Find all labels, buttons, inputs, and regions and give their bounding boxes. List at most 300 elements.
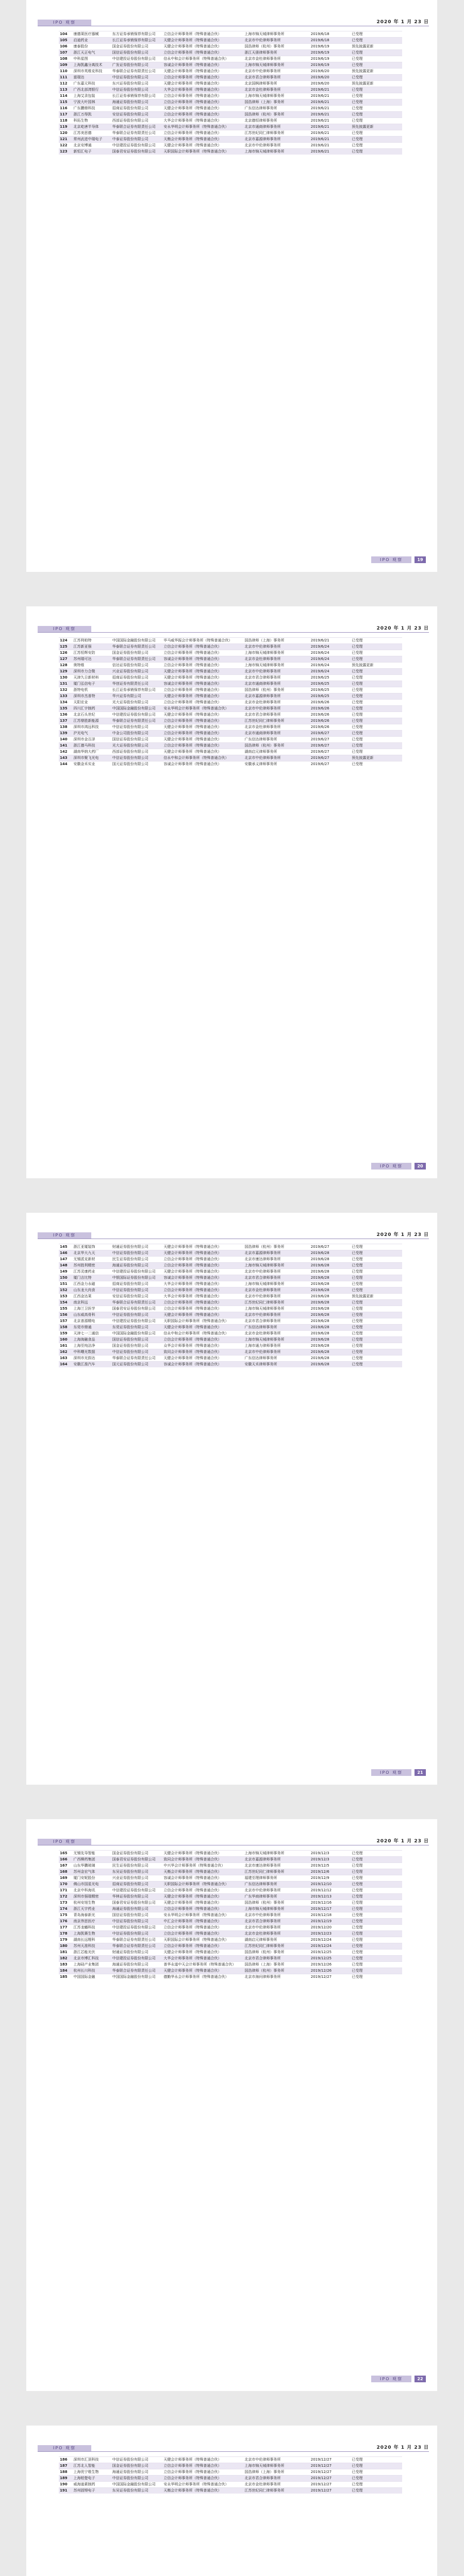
table-cell: 中科曙光数据 [73, 1349, 111, 1355]
header-tag: IPO 观察 [38, 1232, 91, 1239]
header-date: 2020 年 1 月 23 日 [376, 2445, 429, 2450]
table-cell: 广东信达律师事务所 [243, 106, 309, 112]
table-row [59, 1943, 402, 1950]
table-row [59, 1968, 402, 1974]
page-number: 22 [415, 2376, 426, 2382]
table-cell: 2019/6/28 [310, 1294, 351, 1300]
table-cell: 上海兰卫医学 [73, 1306, 111, 1312]
table-cell: 容诚会计师事务所（特殊普通合伙） [162, 656, 243, 663]
table-row [59, 1312, 402, 1318]
table-cell: 134 [59, 700, 73, 706]
table-cell: 已受理 [351, 137, 402, 143]
table-cell: 中信建投证券股份有限公司 [111, 56, 163, 62]
table-cell: 广发证券股份有限公司 [111, 62, 163, 69]
table-row [59, 1337, 402, 1343]
table-cell: 北京石头世纪 [73, 712, 111, 718]
table-cell: 中信证券股份有限公司 [111, 1931, 163, 1937]
table-cell: 中泰证券股份有限公司 [111, 137, 163, 143]
table-cell: 立信会计师事务所（特殊普通合伙） [162, 687, 243, 693]
table-cell: 上海市锦天城律师事务所 [243, 2463, 309, 2469]
table-cell: 北京国枫律师事务所 [243, 81, 309, 87]
table-cell: 苏州固锝电子 [73, 2488, 111, 2494]
table-cell: 191 [59, 2488, 73, 2494]
table-cell: 天津久日新材料 [73, 675, 111, 681]
table-cell: 已受理 [351, 1275, 402, 1281]
table-cell: 中汇会计师事务所（特殊普通合伙） [162, 1919, 243, 1925]
table-cell: 已受理 [351, 1906, 402, 1912]
table-cell: 天健会计师事务所（特殊普通合伙） [162, 106, 243, 112]
table-cell: 上海优宁维生物 [73, 2469, 111, 2476]
table-cell: 安徽江淮汽车 [73, 1362, 111, 1368]
table-cell: 已受理 [351, 1325, 402, 1331]
table-row [59, 1331, 402, 1337]
table-cell: 立信会计师事务所（特殊普通合伙） [162, 644, 243, 650]
table-cell: 天健会计师事务所（特殊普通合伙） [162, 1968, 243, 1974]
table-cell: 已受理 [351, 99, 402, 106]
table-cell: 125 [59, 644, 73, 650]
table-cell: 华泰联合证券有限责任公司 [111, 644, 163, 650]
table-cell: 中信证券股份有限公司 [111, 1250, 163, 1257]
table-cell: 杭州安旭生物 [73, 1900, 111, 1906]
table-cell: 中国国际金融股份有限公司 [111, 1331, 163, 1337]
table-cell: 中兴华会计师事务所（特殊普通合伙） [162, 1863, 243, 1869]
table-cell: 西部证券股份有限公司 [111, 749, 163, 755]
table-cell: 已受理 [351, 1349, 402, 1355]
table-cell: 2019/6/28 [310, 1343, 351, 1349]
table-cell: 2019/12/12 [310, 1888, 351, 1894]
table-cell: 已受理 [351, 1894, 402, 1900]
table-cell: 深圳市强瑞精密 [73, 1894, 111, 1900]
table-row [59, 2457, 402, 2463]
table-cell: 141 [59, 743, 73, 749]
table-cell: 162 [59, 1349, 73, 1355]
table-cell: 国金证券股份有限公司 [111, 44, 163, 50]
table-row [59, 1906, 402, 1912]
table-cell: 天衡会计师事务所（特殊普通合伙） [162, 1869, 243, 1875]
table-cell: 2019/6/21 [310, 93, 351, 99]
table-cell: 2019/12/9 [310, 1875, 351, 1882]
table-cell: 江苏灵康药业 [73, 1269, 111, 1275]
table-cell: 中信证券股份有限公司 [111, 1349, 163, 1355]
header-tag: IPO 观察 [38, 2445, 91, 2451]
table-row [59, 700, 402, 706]
table-cell: 信永中和会计师事务所（特殊普通合伙） [162, 1331, 243, 1337]
table-cell: 沪光电气 [73, 731, 111, 737]
table-cell: 北京市金杜律师事务所 [243, 1287, 309, 1294]
table-cell: 北京市中伦律师事务所 [243, 706, 309, 712]
table-cell: 2019/12/25 [310, 1956, 351, 1962]
table-row [59, 137, 402, 143]
table-cell: 普华永道中天会计师事务所（特殊普通合伙） [162, 1962, 243, 1968]
table-cell: 167 [59, 1863, 73, 1869]
table-row [59, 112, 402, 118]
table-cell: 138 [59, 724, 73, 731]
table-cell: 天健会计师事务所（特殊普通合伙） [162, 143, 243, 149]
table-cell: 中科星图 [73, 56, 111, 62]
table-cell: 北京市博汇科技 [73, 1956, 111, 1962]
table-cell: 中信证券股份有限公司 [111, 2457, 163, 2463]
table-cell: 预先披露更新 [351, 755, 402, 761]
table-cell: 国元证券股份有限公司 [111, 1362, 163, 1368]
table-cell: 厦门吉比特 [73, 1275, 111, 1281]
table-cell: 杭州长川科技 [73, 1968, 111, 1974]
table-cell: 立信会计师事务所（特殊普通合伙） [162, 112, 243, 118]
table-cell: 立信会计师事务所（特殊普通合伙） [162, 1306, 243, 1312]
table-row [59, 106, 402, 112]
table-cell: 北京市中伦律师事务所 [243, 143, 309, 149]
table-row [59, 2488, 402, 2494]
table-cell: 2019/6/21 [310, 124, 351, 130]
table-cell: 广西北部湾银行 [73, 87, 111, 93]
table-cell: 华泰联合证券有限责任公司 [111, 1937, 163, 1943]
table-cell: 东方证券承销保荐有限公司 [111, 31, 163, 38]
table-cell: 信永中和会计师事务所（特殊普通合伙） [162, 755, 243, 761]
table-cell: 北京市中伦律师事务所 [243, 1912, 309, 1919]
table-cell: 康泰股份 [73, 44, 111, 50]
table-cell: 2019/6/21 [310, 137, 351, 143]
table-cell: 120 [59, 130, 73, 137]
table-cell: 湖南华纳大药厂 [73, 749, 111, 755]
header-divider [38, 2451, 429, 2452]
table-cell: 启迪药业 [73, 38, 111, 44]
table-cell: 国浩律师（杭州）事务所 [243, 44, 309, 50]
table-cell: 广东鹏鼎科技 [73, 106, 111, 112]
table-cell: 广东信达律师事务所 [243, 1355, 309, 1362]
table-cell: 已受理 [351, 143, 402, 149]
table-cell: 江西金达莱 [73, 1294, 111, 1300]
table-cell: 2019/6/20 [310, 75, 351, 81]
table-cell: 安徽金禾实业 [73, 761, 111, 768]
table-cell: 130 [59, 675, 73, 681]
table-cell: 上海市锦天城律师事务所 [243, 93, 309, 99]
table-cell: 天健会计师事务所（特殊普通合伙） [162, 1244, 243, 1250]
table-cell: 威海迪素制药 [73, 2482, 111, 2488]
table-cell: 北京市中伦律师事务所 [243, 1269, 309, 1275]
table-cell: 2019/6/21 [310, 87, 351, 93]
table-cell: 浙江天正电气 [73, 50, 111, 56]
table-cell: 江苏世纪同仁律师事务所 [243, 1869, 309, 1875]
table-cell: 136 [59, 712, 73, 718]
table-row [59, 1974, 402, 1980]
table-row [59, 1355, 402, 1362]
table-cell: 宁波大叶园林 [73, 99, 111, 106]
table-cell: 天健会计师事务所（特殊普通合伙） [162, 669, 243, 675]
table-cell: 上海硅产业集团 [73, 1962, 111, 1968]
table-cell: 已受理 [351, 761, 402, 768]
table-cell: 已受理 [351, 56, 402, 62]
table-row [59, 656, 402, 663]
table-cell: 119 [59, 124, 73, 130]
table-cell: 177 [59, 1925, 73, 1931]
header-date: 2020 年 1 月 23 日 [376, 1839, 429, 1844]
table-cell: 中信证券股份有限公司 [111, 1312, 163, 1318]
table-cell: 天健会计师事务所（特殊普通合伙） [162, 38, 243, 44]
table-cell: 天阳宏业 [73, 700, 111, 706]
ipo-application-table [59, 637, 402, 767]
page-number: 20 [415, 1163, 426, 1170]
table-row [59, 149, 402, 155]
table-cell: 已受理 [351, 1318, 402, 1325]
document-page [26, 0, 437, 572]
table-cell: 164 [59, 1362, 73, 1368]
table-cell: 华泰联合证券有限责任公司 [111, 718, 163, 724]
table-cell: 118 [59, 118, 73, 124]
table-cell: 2019/12/3 [310, 1857, 351, 1863]
table-cell: 已受理 [351, 2463, 402, 2469]
table-cell: 已受理 [351, 1337, 402, 1343]
table-cell: 立信会计师事务所（特殊普通合伙） [162, 1943, 243, 1950]
table-cell: 北京市君合律师事务所 [243, 1919, 309, 1925]
table-cell: 新恒汇电子 [73, 149, 111, 155]
table-cell: 已受理 [351, 1257, 402, 1263]
table-cell: 富瑞达 [73, 75, 111, 81]
table-row [59, 693, 402, 700]
table-row [59, 1857, 402, 1863]
table-cell: 浙江德马科技 [73, 743, 111, 749]
table-row [59, 99, 402, 106]
table-cell: 深圳市金百泽 [73, 737, 111, 743]
table-cell: 招商证券股份有限公司 [111, 1281, 163, 1287]
table-cell: 2019/6/24 [310, 644, 351, 650]
table-cell: 北京市嘉源律师事务所 [243, 1857, 309, 1863]
table-cell: 厦门安妮股份 [73, 1875, 111, 1882]
table-cell: 151 [59, 1281, 73, 1287]
table-cell: 2019/6/27 [310, 1244, 351, 1250]
table-cell: 已受理 [351, 130, 402, 137]
table-cell: 179 [59, 1937, 73, 1943]
table-cell: 183 [59, 1962, 73, 1968]
table-cell: 上海海融食品 [73, 1337, 111, 1343]
table-cell: 107 [59, 50, 73, 56]
table-cell: 2019/6/26 [310, 724, 351, 731]
table-cell: 已受理 [351, 1931, 402, 1937]
table-cell: 上海至纯洁净 [73, 1343, 111, 1349]
table-cell: 江苏世纪同仁律师事务所 [243, 718, 309, 724]
table-cell: 152 [59, 1287, 73, 1294]
table-cell: 已受理 [351, 650, 402, 656]
table-cell: 容诚会计师事务所（特殊普通合伙） [162, 1362, 243, 1368]
table-cell: 已受理 [351, 1875, 402, 1882]
table-cell: 128 [59, 663, 73, 669]
table-cell: 126 [59, 650, 73, 656]
table-row [59, 1863, 402, 1869]
table-cell: 立信会计师事务所（特殊普通合伙） [162, 50, 243, 56]
table-cell: 安徽承义律师事务所 [243, 761, 309, 768]
table-cell: 133 [59, 693, 73, 700]
table-cell: 北京市君合律师事务所 [243, 1956, 309, 1962]
table-cell: 已受理 [351, 1250, 402, 1257]
table-row [59, 1263, 402, 1269]
table-cell: 已受理 [351, 1312, 402, 1318]
table-cell: 170 [59, 1882, 73, 1888]
table-cell: 2019/6/28 [310, 1257, 351, 1263]
table-cell: 立信会计师事务所（特殊普通合伙） [162, 130, 243, 137]
table-cell: 112 [59, 81, 73, 87]
table-cell: 江苏美思德 [73, 130, 111, 137]
table-cell: 东莞市鼎通 [73, 1325, 111, 1331]
table-cell: 立信会计师事务所（特殊普通合伙） [162, 1257, 243, 1263]
table-cell: 北京市金杜律师事务所 [243, 656, 309, 663]
table-cell: 湖南启元律师事务所 [243, 749, 309, 755]
page-header [26, 2426, 437, 2454]
table-cell: 苏州胜利精密 [73, 1263, 111, 1269]
table-cell: 天津七一二通信 [73, 1331, 111, 1337]
table-cell: 2019/6/19 [310, 56, 351, 62]
table-cell: 北京市君合律师事务所 [243, 675, 309, 681]
table-row [59, 755, 402, 761]
table-cell: 天健会计师事务所（特殊普通合伙） [162, 737, 243, 743]
table-cell: 2019/6/28 [310, 1281, 351, 1287]
table-cell: 致同会计师事务所（特殊普通合伙） [162, 1349, 243, 1355]
table-cell: 海通证券股份有限公司 [111, 1962, 163, 1968]
table-row [59, 1325, 402, 1331]
table-row [59, 124, 402, 130]
table-cell: 东莞证券股份有限公司 [111, 1325, 163, 1331]
table-cell: 129 [59, 669, 73, 675]
table-cell: 中国国际金融股份有限公司 [111, 706, 163, 712]
table-cell: 华泰联合证券有限责任公司 [111, 130, 163, 137]
table-cell: 北京市中伦律师事务所 [243, 69, 309, 75]
table-cell: 2019/6/26 [310, 718, 351, 724]
table-cell: 立信会计师事务所（特殊普通合伙） [162, 743, 243, 749]
page-header [26, 1819, 437, 1848]
table-row [59, 2482, 402, 2488]
table-cell: 2019/12/27 [310, 2463, 351, 2469]
table-cell: 135 [59, 706, 73, 712]
table-cell: 2019/6/20 [310, 81, 351, 87]
table-cell: 2019/6/25 [310, 681, 351, 687]
table-row [59, 56, 402, 62]
table-cell: 2019/12/17 [310, 1906, 351, 1912]
table-cell: 华泰联合证券有限责任公司 [111, 124, 163, 130]
table-cell: 无锡先导智能 [73, 1851, 111, 1857]
table-cell: 奥特维 [73, 663, 111, 669]
table-cell: 天衡会计师事务所（特殊普通合伙） [162, 137, 243, 143]
table-cell: 华泰联合证券有限责任公司 [111, 1355, 163, 1362]
table-cell: 立信会计师事务所（特殊普通合伙） [162, 650, 243, 656]
page-header [26, 606, 437, 635]
table-cell: 已受理 [351, 1331, 402, 1337]
table-cell: 广东信达律师事务所 [243, 1882, 309, 1888]
table-cell: 已受理 [351, 1962, 402, 1968]
page-footer [26, 556, 437, 567]
table-cell: 157 [59, 1318, 73, 1325]
table-cell: 已受理 [351, 87, 402, 93]
table-cell: 2019/6/28 [310, 1250, 351, 1257]
table-cell: 上海市锦天城律师事务所 [243, 650, 309, 656]
table-cell: 广东信达律师事务所 [243, 1325, 309, 1331]
table-cell: 已受理 [351, 2488, 402, 2494]
table-cell: 中银国际证券股份有限公司 [111, 1275, 163, 1281]
table-cell: 国金证券股份有限公司 [111, 1851, 163, 1857]
table-cell: 大华会计师事务所（特殊普通合伙） [162, 118, 243, 124]
table-cell: 2019/6/28 [310, 1269, 351, 1275]
table-cell: 容诚会计师事务所（特殊普通合伙） [162, 1875, 243, 1882]
table-cell: 深圳市英维克科技 [73, 69, 111, 75]
table-row [59, 2476, 402, 2482]
table-row [59, 718, 402, 724]
table-cell: 已受理 [351, 106, 402, 112]
table-cell: 天健会计师事务所（特殊普通合伙） [162, 749, 243, 755]
footer-tag: IPO 观察 [371, 1769, 411, 1776]
table-cell: 立信会计师事务所（特殊普通合伙） [162, 2469, 243, 2476]
table-cell: 广东华商律师事务所 [243, 1894, 309, 1900]
table-cell: 深圳市力合微 [73, 669, 111, 675]
table-cell: 天健会计师事务所（特殊普通合伙） [162, 1900, 243, 1906]
table-cell: 2019/6/28 [310, 1349, 351, 1355]
table-cell: 大华会计师事务所（特殊普通合伙） [162, 1294, 243, 1300]
table-cell: 中信建投证券股份有限公司 [111, 1888, 163, 1894]
table-cell: 中信建投证券股份有限公司 [111, 1925, 163, 1931]
table-cell: 立信会计师事务所（特殊普通合伙） [162, 93, 243, 99]
table-cell: 深圳市聚飞光电 [73, 755, 111, 761]
table-cell: 中信证券股份有限公司 [111, 755, 163, 761]
table-cell: 北京市康达律师事务所 [243, 1257, 309, 1263]
table-row [59, 31, 402, 38]
table-cell: 国浩律师（上海）事务所 [243, 1962, 309, 1968]
table-cell: 安信证券股份有限公司 [111, 112, 163, 118]
table-cell: 已受理 [351, 1888, 402, 1894]
table-cell: 2019/6/27 [310, 731, 351, 737]
table-cell: 2019/12/27 [310, 2476, 351, 2482]
table-cell: 北京中科海讯 [73, 1888, 111, 1894]
table-cell: 163 [59, 1355, 73, 1362]
table-row [59, 1919, 402, 1925]
table-cell: 已受理 [351, 706, 402, 712]
table-cell: 189 [59, 2476, 73, 2482]
table-cell: 122 [59, 143, 73, 149]
table-row [59, 1300, 402, 1306]
table-row [59, 1257, 402, 1263]
table-cell: 德勤华永会计师事务所（特殊普通合伙） [162, 1974, 243, 1980]
table-cell: 2019/6/21 [310, 130, 351, 137]
table-cell: 115 [59, 99, 73, 106]
table-cell: 安信证券股份有限公司 [111, 1294, 163, 1300]
table-cell: 2019/12/27 [310, 1974, 351, 1980]
table-cell: 华林证券股份有限公司 [111, 1894, 163, 1900]
table-cell: 康德莱医疗器械 [73, 31, 111, 38]
table-cell: 深圳市杰普特 [73, 693, 111, 700]
table-cell: 已受理 [351, 1263, 402, 1269]
table-cell: 国泰君安证券股份有限公司 [111, 149, 163, 155]
table-cell: 2019/12/23 [310, 1931, 351, 1937]
table-cell: 北京市金杜律师事务所 [243, 56, 309, 62]
table-cell: 2019/6/28 [310, 1325, 351, 1331]
table-cell: 2019/12/16 [310, 1900, 351, 1906]
ipo-application-table [59, 1244, 402, 1367]
table-cell: 北京市康达律师事务所 [243, 1863, 309, 1869]
table-cell: 2019/6/25 [310, 687, 351, 693]
table-cell: 立信会计师事务所（特殊普通合伙） [162, 1925, 243, 1931]
table-cell: 2019/6/21 [310, 106, 351, 112]
table-cell: 2019/12/24 [310, 1937, 351, 1943]
table-cell: 长江证券承销保荐有限公司 [111, 38, 163, 44]
table-cell: 深圳市鸿远科技 [73, 724, 111, 731]
table-cell: 2019/6/25 [310, 675, 351, 681]
table-cell: 171 [59, 1888, 73, 1894]
table-cell: 江苏世纪同仁律师事务所 [243, 1943, 309, 1950]
table-cell: 浙江天册律师事务所 [243, 50, 309, 56]
table-cell: 天健会计师事务所（特殊普通合伙） [162, 69, 243, 75]
table-cell: 江苏新亚强 [73, 644, 111, 650]
table-cell: 北京德恒律师事务所 [243, 118, 309, 124]
table-cell: 北京市中伦律师事务所 [243, 1312, 309, 1318]
table-cell: 已受理 [351, 1937, 402, 1943]
table-cell: 已受理 [351, 1974, 402, 1980]
table-row [59, 44, 402, 50]
table-cell: 已受理 [351, 724, 402, 731]
table-cell: 2019/6/24 [310, 669, 351, 675]
